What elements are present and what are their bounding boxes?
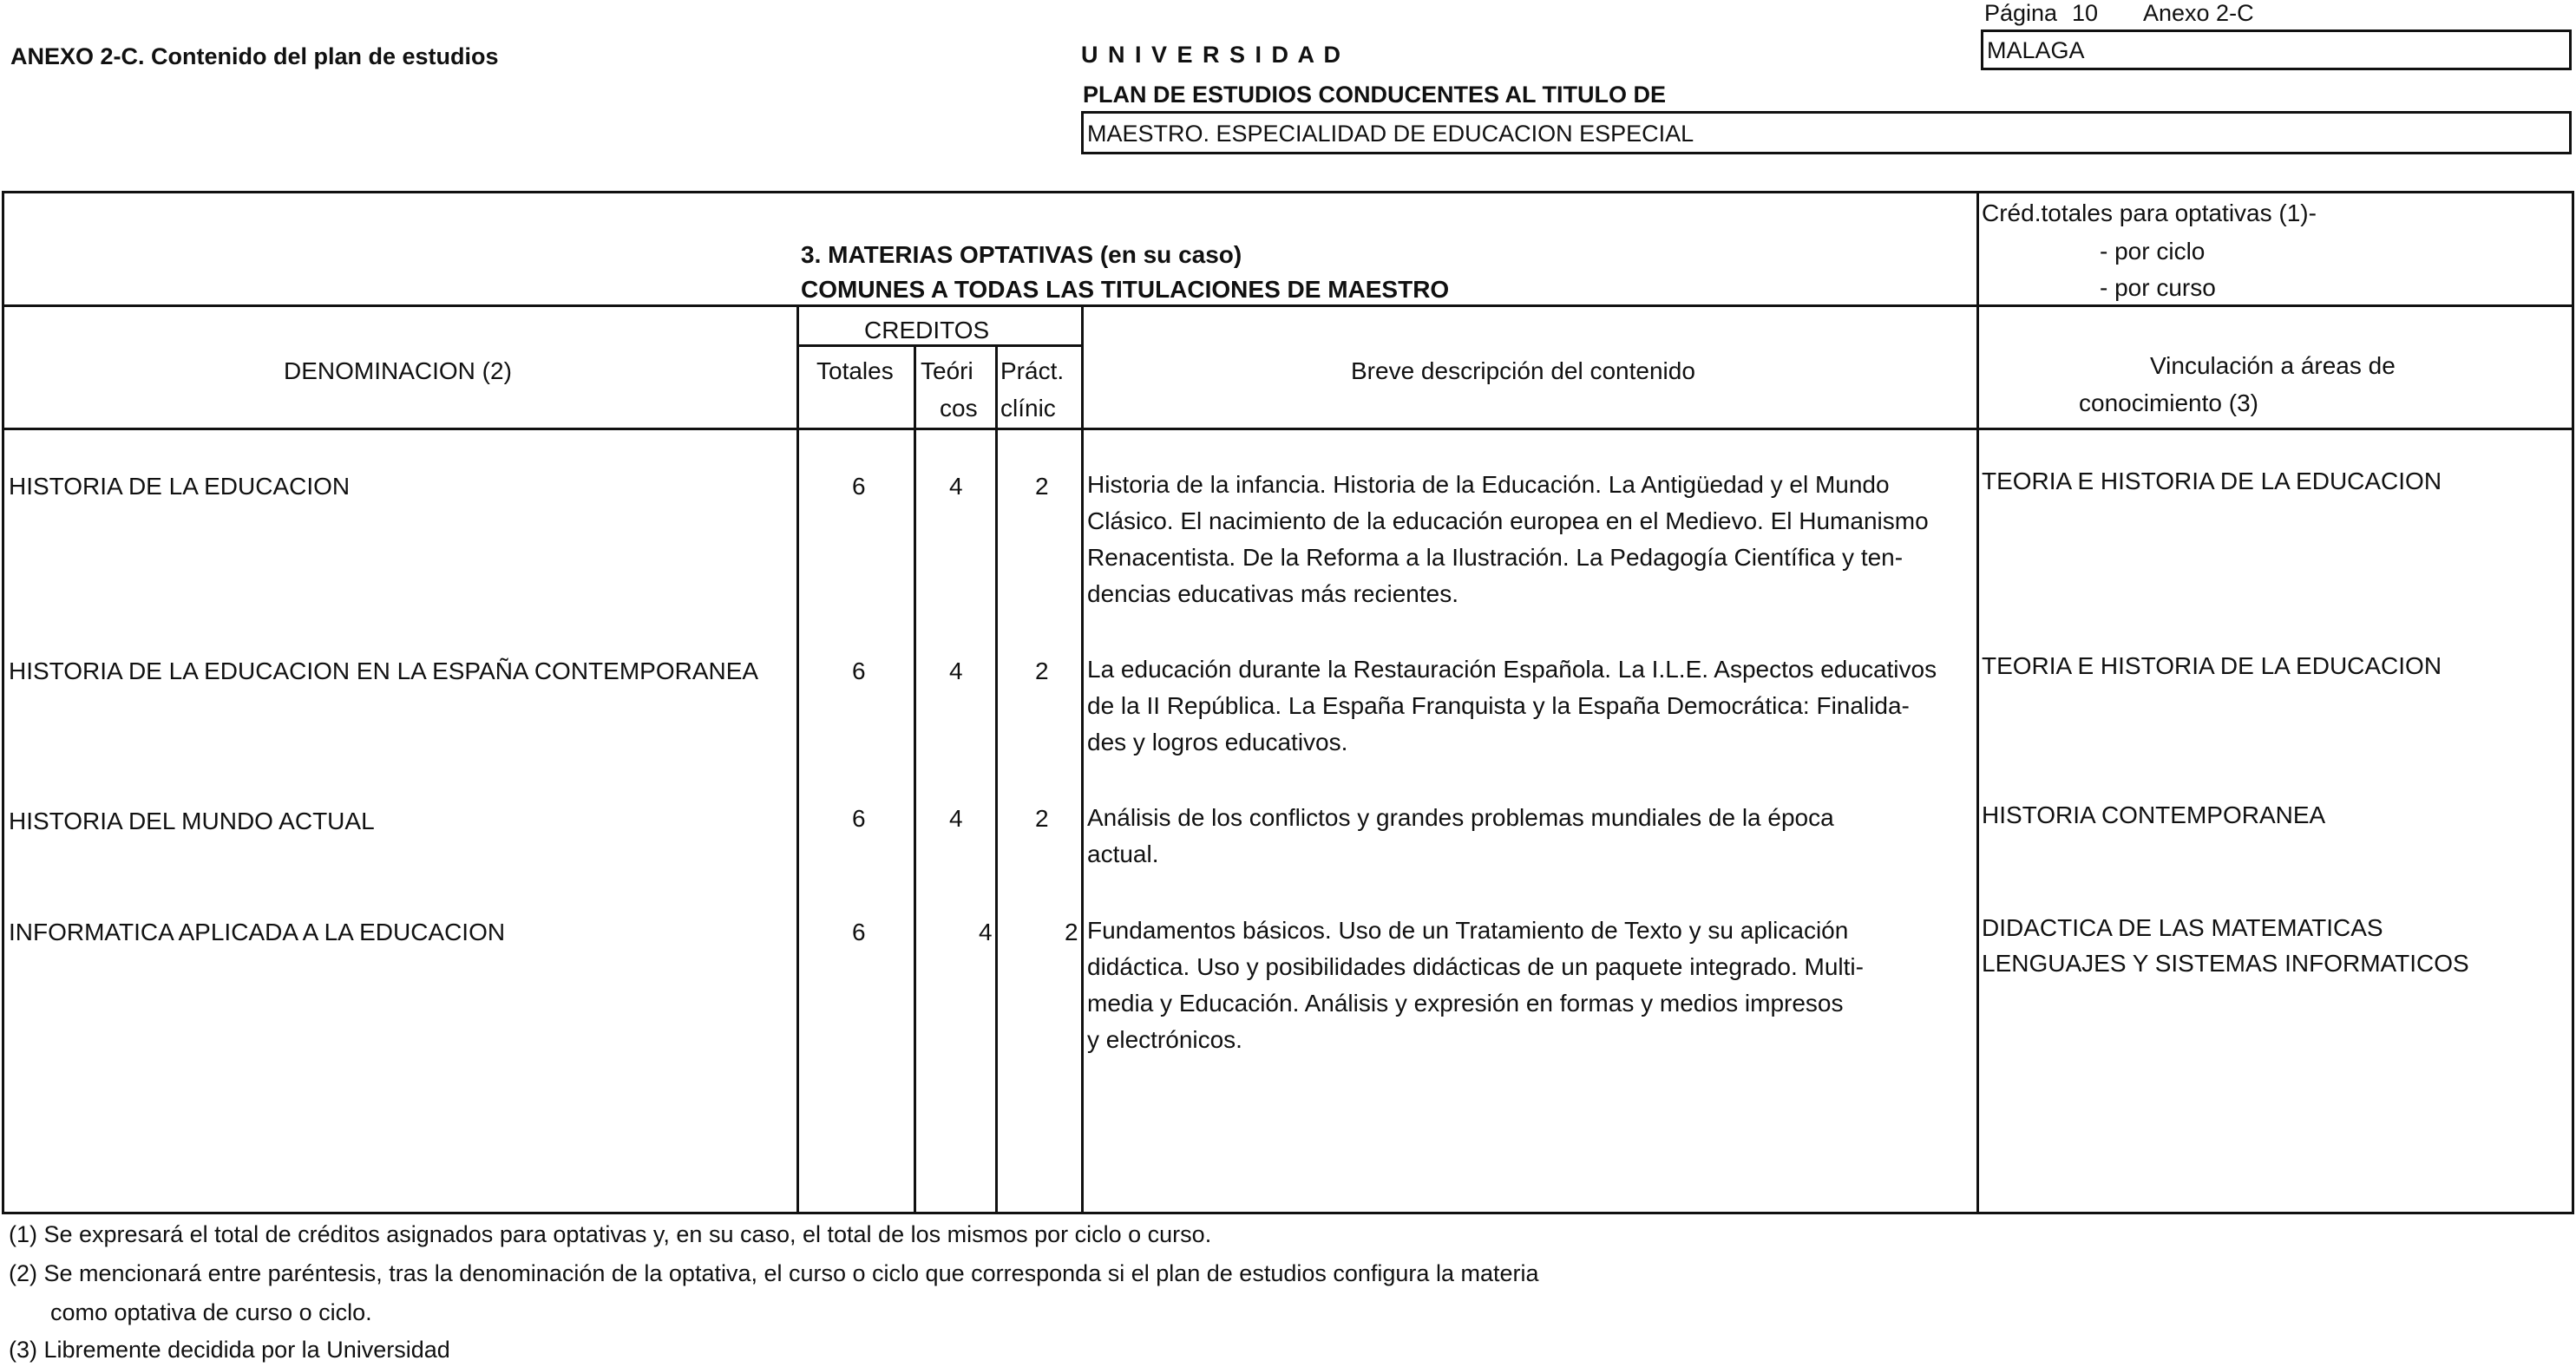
credits-theory: 4 <box>949 473 963 500</box>
degree-title-box <box>1081 111 2572 154</box>
page-number: 10 <box>2072 0 2099 26</box>
header-totales: Totales <box>816 357 894 384</box>
university-label: U N I V E R S I D A D <box>1081 42 1343 68</box>
header-teoricos-2: cos <box>940 395 978 422</box>
area-column-divider <box>1976 191 1979 1214</box>
credits-note-line2: - por ciclo <box>2100 238 2206 265</box>
credits-total: 6 <box>852 473 866 500</box>
annex-title: ANEXO 2-C. Contenido del plan de estudios <box>10 43 499 69</box>
university-name-box <box>1981 29 2572 70</box>
credits-practice: 2 <box>1065 919 1078 945</box>
credits-total: 6 <box>852 657 866 684</box>
credits-theory: 4 <box>949 805 963 832</box>
page-label: Página <box>1984 0 2058 26</box>
subject-description: Análisis de los conflictos y grandes problemas mundiales de la época actual. <box>1087 804 1834 867</box>
knowledge-area: LENGUAJES Y SISTEMAS INFORMATICOS <box>1982 950 2469 977</box>
subject-name: HISTORIA DEL MUNDO ACTUAL <box>9 808 375 834</box>
header-teoricos-1: Teóri <box>921 357 973 384</box>
footnote-1: (1) Se expresará el total de créditos asignados para optativas y, en su caso, el total de los mismos por ciclo o curso. <box>9 1221 1212 1247</box>
footnote-3: (3) Libremente decidida por la Universidad <box>9 1337 450 1363</box>
footnote-2-continued: como optativa de curso o ciclo. <box>50 1299 372 1325</box>
credits-note-line1: Créd.totales para optativas (1)- <box>1982 199 2317 226</box>
annex-reference: Anexo 2-C <box>2143 0 2254 26</box>
footnote-2: (2) Se mencionará entre paréntesis, tras la denominación de la optativa, el curso o ciclo que corresponda si el plan de estudios configura la materia <box>9 1260 1539 1286</box>
header-vinculacion-1: Vinculación a áreas de <box>2150 352 2396 379</box>
name-column-divider <box>796 304 799 1214</box>
knowledge-area: HISTORIA CONTEMPORANEA <box>1982 801 2326 828</box>
credits-header-divider <box>798 344 1084 347</box>
credits-theory: 4 <box>949 657 963 684</box>
credits-practice: 2 <box>1035 805 1049 832</box>
subject-name: INFORMATICA APLICADA A LA EDUCACION <box>9 919 506 945</box>
plan-label: PLAN DE ESTUDIOS CONDUCENTES AL TITULO DE <box>1083 82 1667 108</box>
degree-title: MAESTRO. ESPECIALIDAD DE EDUCACION ESPECIAL <box>1087 121 1694 147</box>
credits-practice: 2 <box>1035 657 1049 684</box>
credits-total: 6 <box>852 919 866 945</box>
credits-practice: 2 <box>1035 473 1049 500</box>
subject-description: Historia de la infancia. Historia de la Educación. La Antigüedad y el Mundo Clásico. El nacimiento de la educación europea en el Medievo. El Humanismo Renacentista. De la Reforma a la Ilustración. La Pedagogía Científica y ten- dencias educativas más recientes. <box>1087 471 1929 607</box>
header-creditos: CREDITOS <box>864 317 990 343</box>
knowledge-area: TEORIA E HISTORIA DE LA EDUCACION <box>1982 652 2442 679</box>
section-subtitle: COMUNES A TODAS LAS TITULACIONES DE MAESTRO <box>801 276 1450 303</box>
header-denominacion: DENOMINACION (2) <box>284 357 512 384</box>
subject-name: HISTORIA DE LA EDUCACION <box>9 473 351 500</box>
table-header-divider <box>2 428 2574 430</box>
university-name: MALAGA <box>1987 37 2085 63</box>
credits-column-divider <box>1081 304 1084 1214</box>
knowledge-area: DIDACTICA DE LAS MATEMATICAS <box>1982 914 2383 941</box>
totals-column-divider <box>914 344 916 1214</box>
subject-description: Fundamentos básicos. Uso de un Tratamiento de Texto y su aplicación didáctica. Uso y posibilidades didácticas de un paquete integrado. Multi- media y Educación. Análisis y expresión en formas y medios impresos y electrónicos. <box>1087 917 1864 1053</box>
header-descripcion: Breve descripción del contenido <box>1351 357 1695 384</box>
subject-description: La educación durante la Restauración Española. La I.L.E. Aspectos educativos de la II República. La España Franquista y la España Democrática: Finalida- des y logros educativos. <box>1087 656 1937 755</box>
knowledge-area: TEORIA E HISTORIA DE LA EDUCACION <box>1982 468 2442 494</box>
table-title-divider <box>2 304 2574 307</box>
header-practicos-1: Práct. <box>1000 357 1065 384</box>
theory-column-divider <box>995 344 998 1214</box>
subject-name: HISTORIA DE LA EDUCACION EN LA ESPAÑA CONTEMPORANEA <box>9 657 759 684</box>
section-title: 3. MATERIAS OPTATIVAS (en su caso) <box>801 241 1242 268</box>
header-vinculacion-2: conocimiento (3) <box>2079 389 2258 416</box>
credits-total: 6 <box>852 805 866 832</box>
credits-theory: 4 <box>979 919 993 945</box>
header-practicos-2: clínic <box>1000 395 1056 422</box>
credits-note-line3: - por curso <box>2100 274 2216 301</box>
